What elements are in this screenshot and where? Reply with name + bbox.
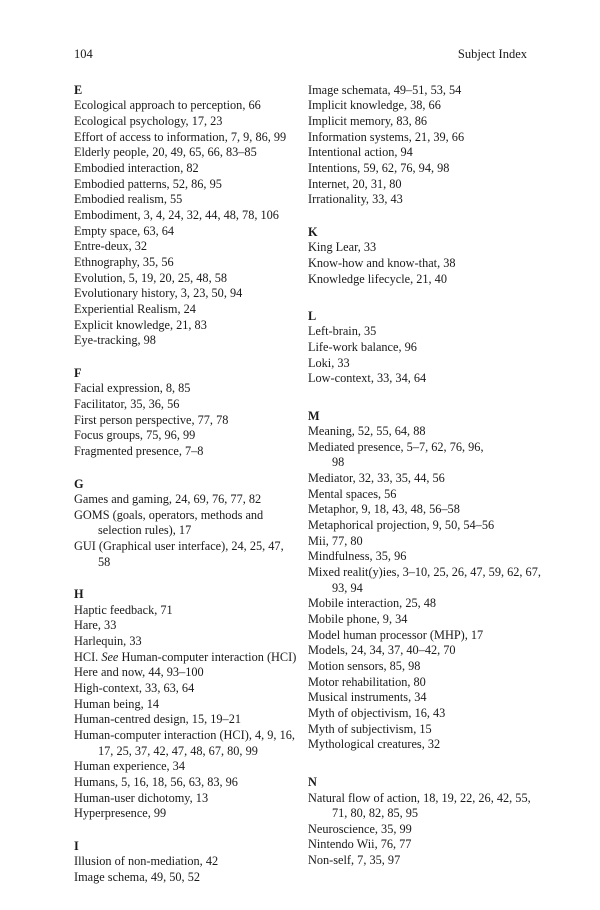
index-entry: Intentional action, 94: [308, 145, 413, 159]
index-entry: High-context, 33, 63, 64: [74, 681, 195, 695]
index-entry: Image schema, 49, 50, 52: [74, 870, 201, 884]
index-entry: Empty space, 63, 64: [74, 224, 175, 238]
index-entry: Know-how and know-that, 38: [308, 256, 456, 270]
index-entry: Motion sensors, 85, 98: [308, 659, 421, 673]
index-entry-continuation: 71, 80, 82, 85, 95: [332, 806, 419, 820]
index-entry: Myth of objectivism, 16, 43: [308, 706, 446, 720]
index-letter-heading: N: [308, 775, 317, 789]
index-entry: Human-computer interaction (HCI), 4, 9, 16,: [74, 728, 295, 742]
index-entry: Metaphorical projection, 9, 50, 54–56: [308, 518, 495, 532]
index-entry: Mii, 77, 80: [308, 534, 363, 548]
index-letter-heading: H: [74, 587, 84, 601]
index-entry: Motor rehabilitation, 80: [308, 675, 426, 689]
index-entry: Image schemata, 49–51, 53, 54: [308, 83, 462, 97]
index-entry: Mixed realit(y)ies, 3–10, 25, 26, 47, 59, 62, 67,: [308, 565, 541, 579]
index-entry: Here and now, 44, 93–100: [74, 665, 204, 679]
index-entry: Human being, 14: [74, 697, 160, 711]
index-entry: Fragmented presence, 7–8: [74, 444, 204, 458]
index-entry-continuation: 98: [332, 455, 345, 469]
index-entry: Implicit knowledge, 38, 66: [308, 98, 441, 112]
index-entry-continuation: 17, 25, 37, 42, 47, 48, 67, 80, 99: [98, 744, 258, 758]
index-entry: Irrationality, 33, 43: [308, 192, 403, 206]
see-reference-target: Human-computer interaction (HCI): [118, 650, 297, 664]
index-entry: Evolutionary history, 3, 23, 50, 94: [74, 286, 243, 300]
index-entry-continuation: 93, 94: [332, 581, 363, 595]
index-entry: Non-self, 7, 35, 97: [308, 853, 401, 867]
index-entry: Effort of access to information, 7, 9, 86, 99: [74, 130, 287, 144]
index-entry: Embodiment, 3, 4, 24, 32, 44, 48, 78, 106: [74, 208, 279, 222]
index-entry: Harlequin, 33: [74, 634, 142, 648]
index-entry: Facilitator, 35, 36, 56: [74, 397, 180, 411]
index-entry: Embodied realism, 55: [74, 192, 183, 206]
index-entry: Hare, 33: [74, 618, 117, 632]
index-entry: Information systems, 21, 39, 66: [308, 130, 465, 144]
index-entry: Evolution, 5, 19, 20, 25, 48, 58: [74, 271, 228, 285]
index-entry: Elderly people, 20, 49, 65, 66, 83–85: [74, 145, 257, 159]
index-entry: Internet, 20, 31, 80: [308, 177, 402, 191]
index-entry: Mobile phone, 9, 34: [308, 612, 408, 626]
entry-term: HCI.: [74, 650, 102, 664]
index-entry: Hyperpresence, 99: [74, 806, 167, 820]
index-entry: Ethnography, 35, 56: [74, 255, 174, 269]
index-entry: [74, 650, 296, 666]
index-entry: Haptic feedback, 71: [74, 603, 173, 617]
index-entry: Mental spaces, 56: [308, 487, 397, 501]
index-letter-heading: K: [308, 225, 318, 239]
index-entry: Model human processor (MHP), 17: [308, 628, 484, 642]
index-entry: Embodied interaction, 82: [74, 161, 199, 175]
see-reference-label: See: [101, 650, 119, 664]
index-entry: Mediator, 32, 33, 35, 44, 56: [308, 471, 445, 485]
index-entry: Embodied patterns, 52, 86, 95: [74, 177, 222, 191]
index-entry-continuation: selection rules), 17: [98, 523, 192, 537]
index-entry: Metaphor, 9, 18, 43, 48, 56–58: [308, 502, 460, 516]
index-entry: Nintendo Wii, 76, 77: [308, 837, 412, 851]
index-entry: Focus groups, 75, 96, 99: [74, 428, 196, 442]
index-entry: Illusion of non-mediation, 42: [74, 854, 219, 868]
index-letter-heading: F: [74, 366, 82, 380]
index-entry: Mediated presence, 5–7, 62, 76, 96,: [308, 440, 484, 454]
index-entry: Humans, 5, 16, 18, 56, 63, 83, 96: [74, 775, 238, 789]
index-letter-heading: I: [74, 839, 79, 853]
index-entry-continuation: 58: [98, 555, 111, 569]
index-letter-heading: L: [308, 309, 317, 323]
index-entry: Mobile interaction, 25, 48: [308, 596, 437, 610]
index-entry: Explicit knowledge, 21, 83: [74, 318, 207, 332]
index-entry: Human-centred design, 15, 19–21: [74, 712, 241, 726]
index-entry: Human-user dichotomy, 13: [74, 791, 209, 805]
index-letter-heading: E: [74, 83, 83, 97]
index-entry: Knowledge lifecycle, 21, 40: [308, 272, 447, 286]
index-entry: Mythological creatures, 32: [308, 737, 441, 751]
page-number: 104: [74, 47, 93, 61]
index-entry: GOMS (goals, operators, methods and: [74, 508, 264, 522]
index-entry: Ecological psychology, 17, 23: [74, 114, 223, 128]
index-entry: Neuroscience, 35, 99: [308, 822, 412, 836]
index-letter-heading: G: [74, 477, 84, 491]
index-entry: Models, 24, 34, 37, 40–42, 70: [308, 643, 456, 657]
index-entry: Human experience, 34: [74, 759, 185, 773]
index-letter-heading: M: [308, 409, 320, 423]
index-entry: Intentions, 59, 62, 76, 94, 98: [308, 161, 450, 175]
index-entry: Facial expression, 8, 85: [74, 381, 191, 395]
running-head: Subject Index: [457, 47, 527, 61]
index-entry: Games and gaming, 24, 69, 76, 77, 82: [74, 492, 262, 506]
index-entry: Low-context, 33, 34, 64: [308, 371, 427, 385]
index-entry: Life-work balance, 96: [308, 340, 417, 354]
index-entry: Mindfulness, 35, 96: [308, 549, 407, 563]
index-entry: Natural flow of action, 18, 19, 22, 26, 42, 55,: [308, 791, 531, 805]
index-entry: Left-brain, 35: [308, 324, 377, 338]
index-entry: Implicit memory, 83, 86: [308, 114, 428, 128]
index-entry: King Lear, 33: [308, 240, 377, 254]
index-entry: Ecological approach to perception, 66: [74, 98, 261, 112]
index-entry: Eye-tracking, 98: [74, 333, 156, 347]
index-entry: GUI (Graphical user interface), 24, 25, 47,: [74, 539, 284, 553]
index-entry: Myth of subjectivism, 15: [308, 722, 432, 736]
index-entry: First person perspective, 77, 78: [74, 413, 229, 427]
index-entry: Experiential Realism, 24: [74, 302, 196, 316]
index-entry: Meaning, 52, 55, 64, 88: [308, 424, 426, 438]
index-entry: Musical instruments, 34: [308, 690, 427, 704]
index-entry: Entre-deux, 32: [74, 239, 148, 253]
index-entry: Loki, 33: [308, 356, 350, 370]
